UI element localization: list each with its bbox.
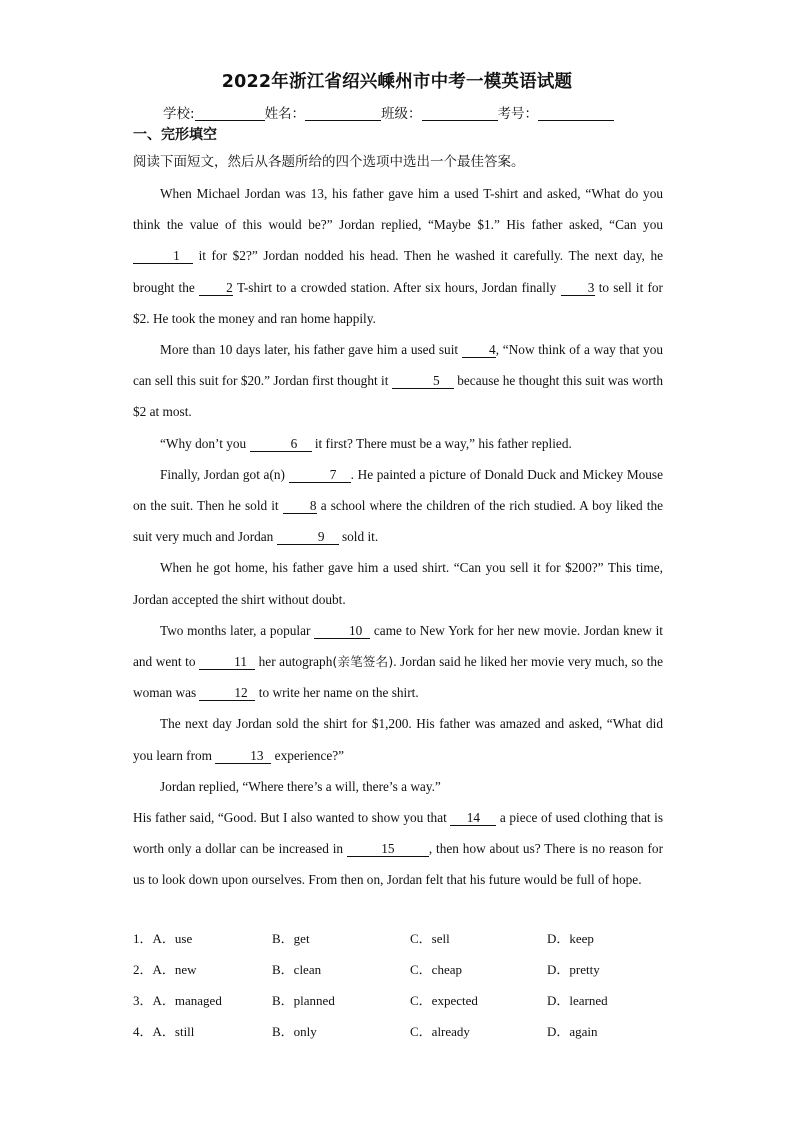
question-options-3 bbox=[133, 987, 663, 1018]
question-number: 1． bbox=[133, 931, 153, 946]
passage-text: it first? There must be a way,” his father replied. bbox=[311, 435, 572, 451]
blank-12: 12 bbox=[199, 685, 255, 701]
school-label: 学校: bbox=[163, 106, 195, 122]
paragraph-2 bbox=[133, 334, 663, 428]
passage-text: . He painted a picture of Donald Duck and Mickey Mouse on the suit. Then he sold it bbox=[133, 466, 664, 514]
passage-text: His father said, “Good. But I also wanted to show you that bbox=[133, 810, 451, 826]
passage-text: to write her name on the shirt. bbox=[255, 685, 419, 701]
option-d[interactable]: D．pretty bbox=[547, 962, 600, 977]
option-b[interactable]: B．planned bbox=[272, 993, 335, 1008]
page-title: 2022年浙江省绍兴嵊州市中考一模英语试题 bbox=[221, 72, 573, 92]
chinese-gloss: (亲笔签名) bbox=[332, 654, 394, 670]
blank-8: 8 bbox=[283, 498, 317, 514]
passage-text: sold it. bbox=[338, 529, 379, 545]
blank-14: 14 bbox=[450, 810, 496, 826]
name-blank[interactable] bbox=[305, 106, 381, 121]
question-options-1 bbox=[133, 925, 663, 956]
blank-9: 9 bbox=[277, 529, 339, 545]
paragraph-4 bbox=[133, 459, 663, 553]
question-options-2 bbox=[133, 956, 663, 987]
passage-text: a piece of used clothing that is worth only a dollar can be increased in bbox=[133, 810, 663, 857]
answer-options bbox=[133, 925, 663, 1049]
paragraph-9 bbox=[133, 802, 663, 896]
passage-text: Finally, Jordan got a(n) bbox=[160, 466, 289, 482]
option-a[interactable]: A．managed bbox=[152, 993, 222, 1008]
passage-text: Two months later, a popular bbox=[160, 622, 315, 638]
option-d[interactable]: D．keep bbox=[547, 931, 594, 946]
passage-text: , then how about us? There is no reason for us to look down upon ourselves. From then on, Jordan felt that his future would be full of hope. bbox=[133, 841, 664, 888]
passage-text: T-shirt to a crowded station. After six hours, Jordan finally bbox=[233, 279, 561, 295]
passage-text: to sell it for $2. He took the money and ran home happily. bbox=[133, 279, 663, 326]
option-a[interactable]: A．use bbox=[152, 931, 193, 946]
option-a[interactable]: A．still bbox=[152, 1024, 195, 1039]
class-label: 班级： bbox=[381, 106, 422, 122]
passage-text: because he thought this suit was worth $2 at most. bbox=[133, 373, 664, 420]
option-d[interactable]: D．again bbox=[547, 1024, 598, 1039]
blank-15: 15 bbox=[347, 841, 429, 857]
passage-text: experience?” bbox=[271, 747, 345, 763]
blank-7: 7 bbox=[289, 467, 351, 483]
class-blank[interactable] bbox=[422, 106, 498, 121]
option-c[interactable]: C．sell bbox=[410, 931, 450, 946]
section-instruction: 阅读下面短文，然后从各题所给的四个选项中选出一个最佳答案。 bbox=[133, 154, 525, 170]
option-b[interactable]: B．get bbox=[272, 931, 310, 946]
blank-2: 2 bbox=[199, 280, 233, 296]
passage-text: “Why don’t you bbox=[160, 435, 250, 451]
exam-number-label: 考号： bbox=[497, 106, 539, 122]
paragraph-8: Jordan replied, “Where there’s a will, there’s a way.” bbox=[160, 778, 441, 794]
option-a[interactable]: A．new bbox=[152, 962, 197, 977]
blank-3: 3 bbox=[561, 280, 595, 296]
paragraph-6 bbox=[133, 615, 663, 709]
question-options-4 bbox=[133, 1018, 663, 1049]
school-blank[interactable] bbox=[195, 106, 265, 121]
blank-13: 13 bbox=[215, 748, 271, 764]
blank-4: 4 bbox=[462, 342, 496, 358]
name-label: 姓名： bbox=[264, 106, 306, 122]
option-c[interactable]: C．already bbox=[410, 1024, 470, 1039]
paragraph-5: When he got home, his father gave him a used shirt. “Can you sell it for $200?” This time, Jordan accepted the shirt without doubt. bbox=[133, 560, 663, 607]
passage-text: When Michael Jordan was 13, his father gave him a used T-shirt and asked, “What do you think the value of this would be?” Jordan replied, “Maybe $1.” His father asked, “Can you bbox=[133, 186, 663, 233]
passage-text: More than 10 days later, his father gave him a used suit bbox=[160, 342, 462, 358]
paragraph-1 bbox=[133, 178, 663, 334]
paragraph-3 bbox=[133, 428, 663, 459]
passage-text: . Jordan said he liked her movie very much, so the woman was bbox=[133, 654, 663, 701]
option-c[interactable]: C．cheap bbox=[410, 962, 462, 977]
blank-11: 11 bbox=[199, 654, 255, 670]
option-d[interactable]: D．learned bbox=[547, 993, 608, 1008]
paragraph-7 bbox=[133, 708, 663, 770]
passage-text: , “Now think of a way that you can sell this suit for $20.” Jordan first thought it bbox=[133, 342, 663, 389]
passage-text: it for $2?” Jordan nodded his head. Then he washed it carefully. The next day, he brought the bbox=[133, 248, 663, 295]
option-c[interactable]: C．expected bbox=[410, 993, 478, 1008]
blank-10: 10 bbox=[314, 623, 370, 639]
section-heading: 一、完形填空 bbox=[133, 127, 217, 143]
cloze-passage bbox=[133, 178, 663, 896]
passage-text: The next day Jordan sold the shirt for $1,200. His father was amazed and asked, “What did you learn from bbox=[133, 716, 663, 763]
option-b[interactable]: B．only bbox=[272, 1024, 317, 1039]
blank-1: 1 bbox=[133, 248, 193, 264]
question-number: 3． bbox=[133, 993, 153, 1008]
passage-text: her autograph bbox=[255, 654, 333, 670]
question-number: 4． bbox=[133, 1024, 153, 1039]
question-number: 2． bbox=[133, 962, 153, 977]
passage-text: came to New York for her new movie. Jordan knew it and went to bbox=[133, 622, 663, 670]
blank-6: 6 bbox=[250, 436, 312, 452]
passage-text: a school where the children of the rich studied. A boy liked the suit very much and Jordan bbox=[133, 498, 663, 545]
student-info-line bbox=[163, 102, 614, 122]
exam-number-blank[interactable] bbox=[538, 106, 614, 121]
option-b[interactable]: B．clean bbox=[272, 962, 322, 977]
blank-5: 5 bbox=[392, 373, 454, 389]
